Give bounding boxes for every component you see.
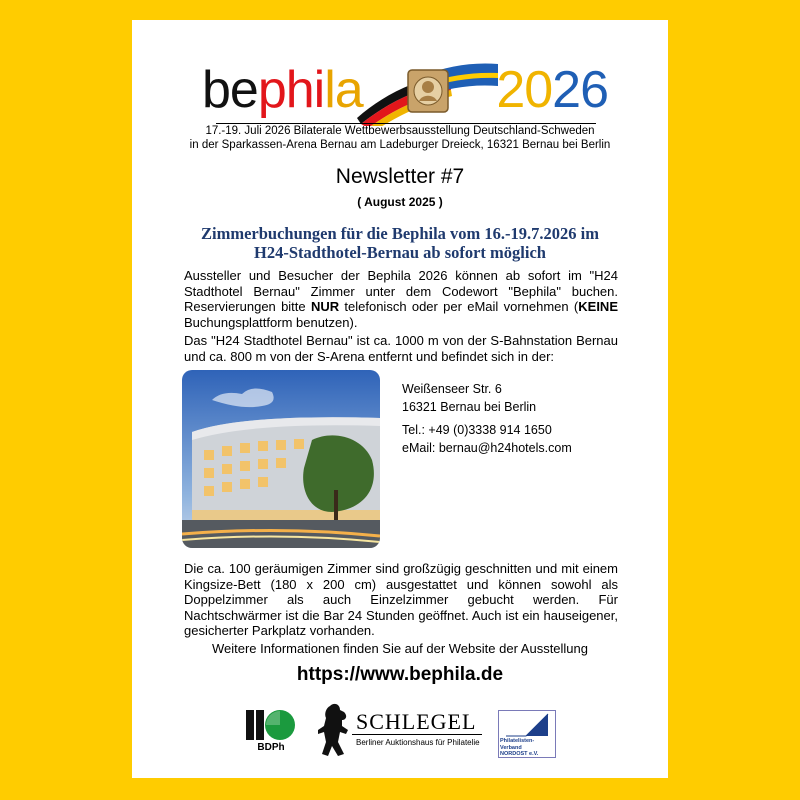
website-link[interactable]: https://www.bephila.de — [296, 664, 504, 685]
p1-emph-keine: KEINE — [578, 299, 618, 314]
headline-line1: Zimmerbuchungen für die Bephila vom 16.-19.7.2026 im — [200, 224, 599, 243]
logo-year-b: 26 — [552, 61, 608, 119]
logo-year-a: 20 — [496, 61, 553, 119]
schlegel-logo — [352, 710, 482, 756]
address-city: 16321 Bernau bei Berlin — [402, 400, 537, 414]
paragraph-location: Das "H24 Stadthotel Bernau" ist ca. 1000 m von der S-Bahnstation Bernau und ca. 800 m von der S-Arena entfernt und befindet sich in der: — [184, 333, 618, 364]
event-info-line1: 17.-19. Juli 2026 Bilaterale Wettbewerbsausstellung Deutschland-Schweden — [205, 125, 595, 137]
p1-emph-nur: NUR — [310, 299, 340, 314]
more-info-text: Weitere Informationen finden Sie auf der Website der Ausstellung — [211, 641, 589, 656]
bdph-logo — [244, 708, 298, 756]
headline-line2: H24-Stadthotel-Bernau ab sofort möglich — [254, 243, 546, 262]
pvn-line2: NORDOST e.V. — [500, 751, 539, 757]
schlegel-subtitle: Berliner Auktionshaus für Philatelie — [356, 738, 480, 747]
address-email: eMail: bernau@h24hotels.com — [402, 441, 572, 455]
pv-nordost-emblem-icon — [498, 710, 556, 740]
address-street: Weißenseer Str. 6 — [402, 382, 502, 396]
bdph-emblem-icon — [244, 708, 298, 742]
flag-swoosh-icon — [352, 56, 502, 126]
p1-text-e: Buchungsplattform benutzen). — [184, 314, 358, 330]
berlin-bear-icon — [316, 702, 352, 758]
p1-text-c: telefonisch oder per eMail vornehmen ( — [339, 299, 579, 314]
pvn-line1: Philatelisten-Verband — [500, 738, 535, 751]
logo-wordmark — [202, 60, 363, 120]
schlegel-name: SCHLEGEL — [352, 710, 482, 735]
paragraph-booking — [184, 268, 618, 330]
logo-la: la — [324, 61, 363, 119]
newsletter-date: ( August 2025 ) — [357, 195, 443, 209]
newsletter-title: Newsletter #7 — [335, 165, 465, 188]
hotel-photo — [182, 370, 380, 548]
pv-nordost-logo — [498, 710, 556, 758]
hotel-address — [402, 380, 622, 457]
article-headline — [172, 224, 628, 262]
sponsor-logos — [132, 700, 668, 760]
pv-nordost-text — [500, 738, 554, 758]
event-info-line2: in der Sparkassen-Arena Bernau am Ladeburger Dreieck, 16321 Bernau bei Berlin — [189, 139, 611, 151]
bdph-label: BDPh — [257, 742, 285, 753]
event-info — [132, 124, 668, 152]
logo-phi: phi — [257, 61, 325, 119]
p1-text-a: Aussteller und Besucher der Bephila 2026 können ab sofort im "H24 Stadthotel Bernau" Zimmer unter dem Codewort "Bephila" buchen. Reservierungen bitte — [184, 268, 618, 314]
address-phone: Tel.: +49 (0)3338 914 1650 — [402, 423, 552, 437]
paragraph-rooms: Die ca. 100 geräumigen Zimmer sind großzügig geschnitten und mit einem Kingsize-Bett (180 x 200 cm) ausgestattet und können sowohl als Doppelzimmer als auch Einzelzimmer gebucht werden. Für Nachtschwärmer ist die Bar 24 Stunden geöffnet. Auch ist ein hauseigener, gesicherter Parkplatz vorhanden. — [184, 561, 618, 638]
logo-be: be — [202, 61, 258, 119]
logo-year — [496, 60, 608, 120]
newsletter-page — [132, 20, 668, 778]
